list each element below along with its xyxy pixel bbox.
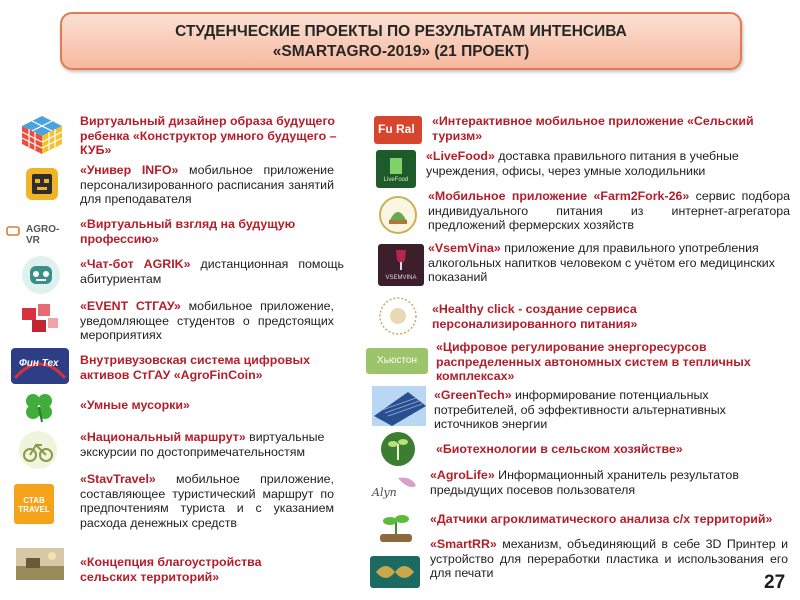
houston-logo-text: Хьюстон [377,355,417,366]
project-biotech-title: «Биотехнологии в сельском хозяйстве» [436,442,683,456]
project-healthy-click-title: «Healthy click - создание сервиса персонализированного питания» [432,302,638,331]
healthy-click-logo [378,296,418,336]
rubiks-cube-icon [18,112,66,156]
title-line-1: СТУДЕНЧЕСКИЕ ПРОЕКТЫ ПО РЕЗУЛЬТАТАМ ИНТЕНСИВА [175,23,627,40]
livefood-logo [376,150,416,188]
project-smartrr [430,537,788,581]
plant-sprout-icon [372,510,420,544]
project-greentech-title: «GreenTech» [434,388,512,402]
project-smart-bins [80,398,300,413]
project-farm2fork [428,189,790,233]
chatbot-robot-icon [21,255,61,295]
project-rural-tourism-title: «Интерактивное мобильное приложение «Сельский туризм» [432,114,754,143]
robot-mask-icon [22,164,62,204]
stavtravel-logo-text: СТАВ TRAVEL [18,496,50,514]
project-livefood-title: «LiveFood» [426,149,495,163]
biotech-sprout-icon [378,430,418,468]
title-banner [60,12,742,70]
puzzle-icon [18,300,62,338]
project-agrolife [430,468,774,497]
project-vsemvina [428,241,788,285]
page-number: 27 [764,572,786,593]
project-national-route-title: «Национальный маршрут» [80,430,246,444]
project-agrofincoin-title: Внутривузовская система цифровых активов СтГАУ «AgroFinCoin» [80,353,310,382]
project-event-stgau-title: «EVENT СТГАУ» [80,299,181,313]
project-smartrr-title: «SmartRR» [430,537,497,551]
vsemvina-logo-text: VSEMVINA [385,275,417,281]
project-stavtravel [80,472,334,530]
project-univer-info-desc: мобильное приложение персонализированного расписания занятий для преподавателя [80,163,334,207]
project-national-route-desc: виртуальные экскурсии по достопримечательностям [80,430,325,459]
project-rural-territories [80,555,320,584]
project-agroclimate-sensors [430,512,800,527]
fural-logo [374,116,422,144]
fural-logo-text: Fu Ral [378,122,415,136]
title-line-2: «SMARTAGRO-2019» (21 ПРОЕКТ) [272,43,530,60]
agrolife-logo [368,474,424,504]
project-kub-title: Виртуальный дизайнер образа будущего ребенка «Конструктор умного будущего – КУБ» [80,114,337,158]
project-greentech-desc: информирование потенциальных потребителей, об эффективности альтернативных источников энергии [434,388,726,432]
project-agrolife-title: «AgroLife» [430,468,495,482]
fintech-logo [11,348,69,384]
project-energy-regulation [436,340,792,384]
project-livefood-desc: доставка правильного питания в учебные учреждения, офисы, через умные холодильники [426,149,739,178]
agro-vr-logo-text: AGRO-VR [26,224,60,246]
project-stavtravel-title: «StavTravel» [80,472,156,486]
project-agro-vr-title: «Виртуальный взгляд на будущую профессию» [80,217,296,246]
project-vsemvina-title: «VsemVina» [428,241,501,255]
stavtravel-logo [14,484,54,524]
project-kub [80,114,360,158]
project-farm2fork-title: «Мобильное приложение «Farm2Fork-26» [428,189,690,203]
project-rural-tourism [432,114,786,143]
solar-panel-photo [372,386,426,426]
project-event-stgau-desc: мобильное приложение, уведомляющее студентов о предстоящих мероприятиях [80,299,334,343]
project-event-stgau [80,299,334,343]
project-livefood [426,149,782,178]
agrolife-logo-text: Alyn [372,486,397,499]
project-univer-info [80,163,334,207]
project-healthy-click [432,302,732,331]
project-agroclimate-sensors-title: «Датчики агроклиматического анализа с/х территорий» [430,512,773,526]
houston-logo [366,348,428,374]
clover-icon [22,390,56,424]
project-vsemvina-desc: приложение для правильного употребления алкогольных напитков человеком с учётом его медицинских показаний [428,241,775,285]
project-rural-territories-title: «Концепция благоустройства сельских территорий» [80,555,262,584]
project-farm2fork-desc: сервис подбора индивидуального питания из интернет-агрегатора предложений фермерских хозяйств [428,189,790,233]
bicycle-globe-icon [16,430,60,470]
project-chatbot-agrik-title: «Чат-бот AGRIK» [80,257,191,271]
project-agro-vr [80,217,350,246]
project-biotech [436,442,736,457]
project-agrolife-desc: Информационный хранитель результатов предыдущих посевов пользователя [430,468,739,497]
livefood-logo-text: LiveFood [383,177,409,183]
project-chatbot-agrik [80,257,344,286]
project-energy-regulation-title: «Цифровое регулирование энергоресурсов распределенных автономных систем в тепличных комплексах» [436,340,751,384]
landscape-photo [16,548,64,580]
fintech-logo-text: Фин Тех [19,358,59,369]
farm2fork-logo [378,196,418,234]
project-stavtravel-desc: мобильное приложение, составляющее туристический маршрут по предпочтениям туриста и с указанием расхода денежных средств [80,472,334,530]
project-chatbot-agrik-desc: дистанционная помощь абитуриентам [80,257,344,286]
vsemvina-logo [378,244,424,286]
project-smart-bins-title: «Умные мусорки» [80,398,190,412]
project-agrofincoin [80,353,342,382]
project-smartrr-desc: механизм, объединяющий в себе 3D Принтер и устройство для переработки пластика и использования его для печати [430,537,788,581]
smartrr-logo [370,556,420,588]
project-univer-info-title: «Универ INFO» [80,163,179,177]
agro-vr-logo [6,222,72,246]
project-greentech [434,388,744,432]
project-national-route [80,430,340,459]
